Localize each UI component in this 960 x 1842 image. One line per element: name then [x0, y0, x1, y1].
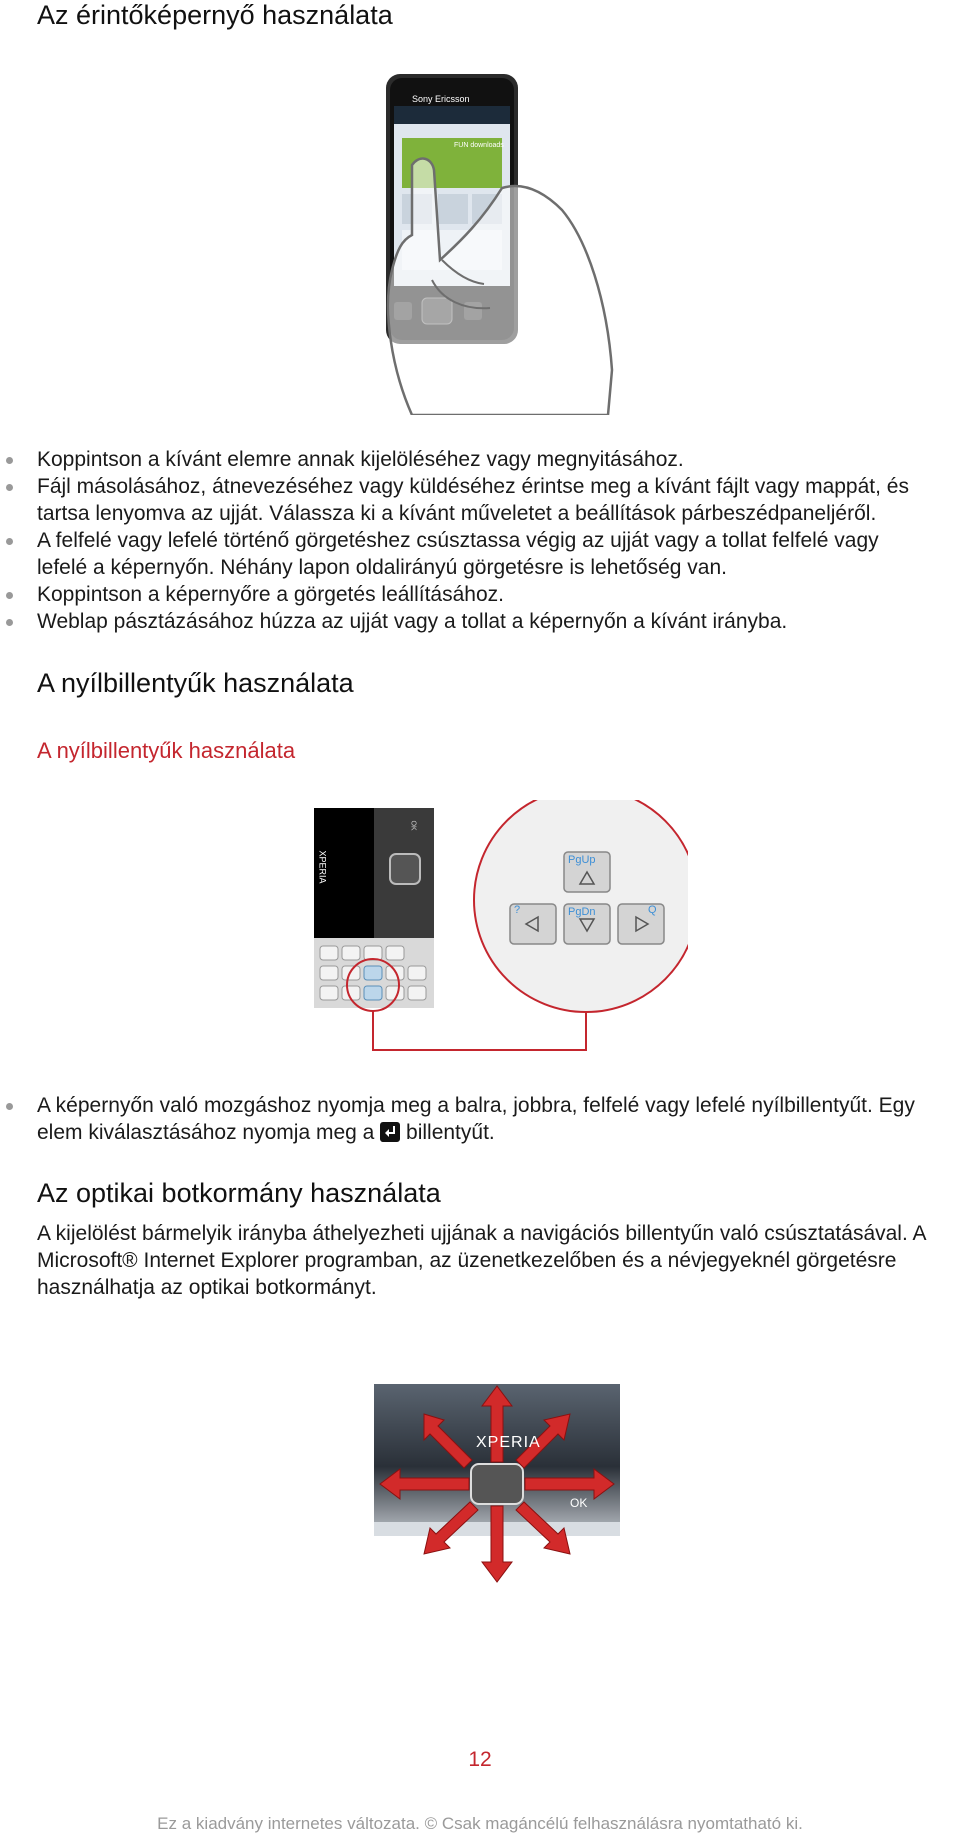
page-number: 12 [468, 1748, 492, 1771]
arrow-keys-bullet-list [0, 1092, 930, 1146]
optical-joystick-paragraph: A kijelölést bármelyik irányba áthelyezheti ujjának a navigációs billentyűn való csúsztatásával. A Microsoft® Internet Explorer programban, az üzenetkezelőben és a névjegyeknél görgetésre használhatja az optikai botkormányt. [37, 1222, 926, 1299]
touchscreen-illustration [372, 70, 622, 415]
key-search-label: Q [648, 904, 657, 916]
phone-ok-label: OK [409, 820, 417, 831]
section-title-optical-joystick: Az optikai botkormány használata [37, 1178, 441, 1208]
phone-brand-label: XPERIA [317, 850, 328, 884]
section-title-touchscreen: Az érintőképernyő használata [37, 0, 393, 30]
illustration-brand-text: Sony Ericsson [412, 94, 470, 104]
list-item: Fájl másolásához, átnevezéséhez vagy küldéséhez érintse meg a kívánt fájlt vagy mappát, és tartsa lenyomva az ujját. Válassza ki a kívánt műveletet a beállítások párbeszédpaneljéről. [0, 473, 930, 527]
arrow-keys-text-end: billentyűt. [406, 1121, 495, 1144]
optical-joystick-illustration [372, 1384, 622, 1584]
illustration-screen-banner: FUN downloads [454, 142, 504, 149]
list-item [0, 1092, 930, 1146]
enter-key-icon [380, 1122, 400, 1142]
key-pgup-label: PgUp [568, 854, 596, 866]
section-title-arrow-keys: A nyílbillentyűk használata [37, 668, 354, 698]
key-pgdn-label: PgDn [568, 906, 596, 918]
list-item: Weblap pásztázásához húzza az ujját vagy a tollat a képernyőn a kívánt irányba. [0, 608, 930, 635]
arrow-keys-text: A képernyőn való mozgáshoz nyomja meg a balra, jobbra, felfelé vagy lefelé nyílbillentyűt. Egy elem kiválasztásához nyomja meg a [37, 1094, 915, 1144]
joystick-phone-brand-label: XPERIA [476, 1434, 541, 1451]
page-footer: Ez a kiadvány internetes változata. © Csak magáncélú felhasználásra nyomtatható ki. [157, 1814, 803, 1833]
joystick-phone-ok-label: OK [570, 1496, 588, 1510]
subsection-title-arrow-keys: A nyílbillentyűk használata [37, 738, 296, 763]
key-help-label: ? [514, 904, 521, 916]
list-item: Koppintson a kívánt elemre annak kijelöléséhez vagy megnyitásához. [0, 446, 930, 473]
touchscreen-bullet-list [0, 446, 930, 635]
arrow-keys-illustration [308, 800, 688, 1060]
list-item: A felfelé vagy lefelé történő görgetéshez csúsztassa végig az ujját vagy a tollat felfelé vagy lefelé a képernyőn. Néhány lapon oldalirányú görgetésre is lehetőség van. [0, 527, 930, 581]
list-item: Koppintson a képernyőre a görgetés leállításához. [0, 581, 930, 608]
